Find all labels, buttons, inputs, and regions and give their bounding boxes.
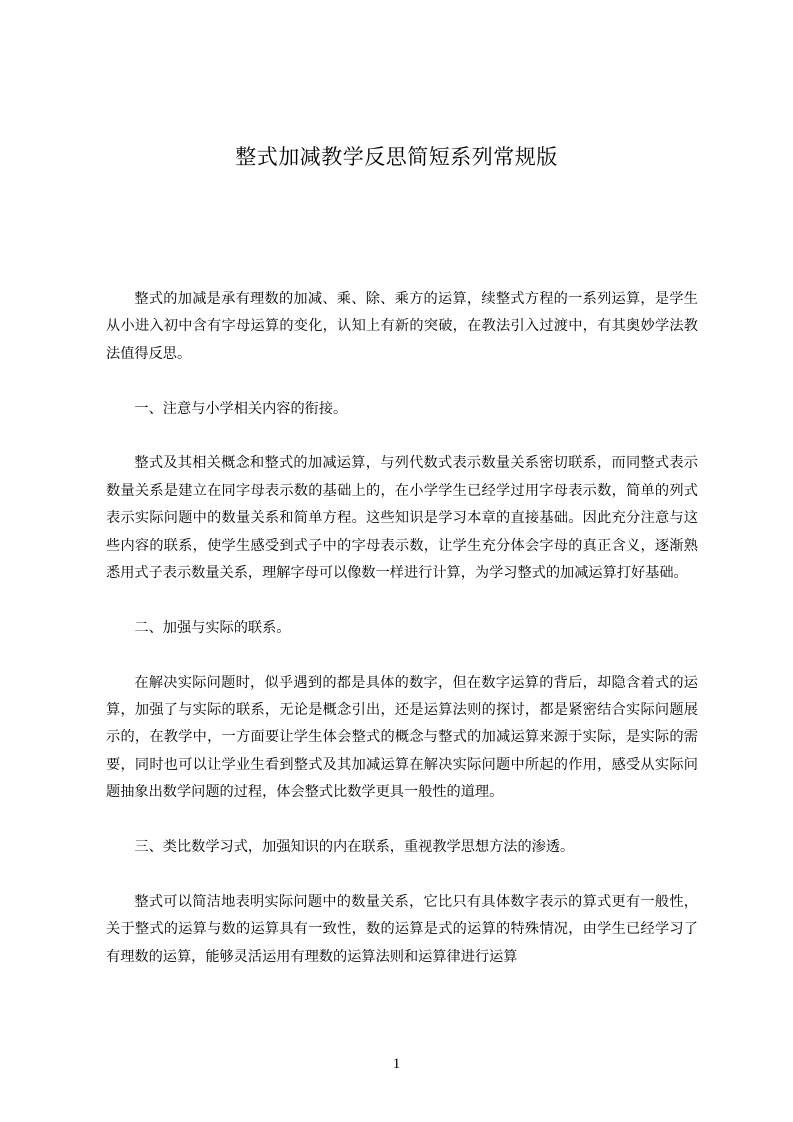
section-1-paragraph: 整式及其相关概念和整式的加减运算，与列代数式表示数量关系密切联系，而同整式表示数量关系是建立在同字母表示数的基础上的，在小学学生已经学过用字母表示数，简单的列式表示实际问题中的数量关系和简单方程。这些知识是学习本章的直接基础。因此充分注意与这些内容的联系，使学生感受到式子中的字母表示数，让学生充分体会字母的真正含义，逐渐熟悉用式子表示数量关系，理解字母可以像数一样进行计算，为学习整式的加减运算打好基础。 xyxy=(106,455,698,582)
section-3-paragraph: 整式可以简洁地表明实际问题中的数量关系，它比只有具体数字表示的算式更有一般性，关于整式的运算与数的运算具有一致性，数的运算是式的运算的特殊情况，由学生已经学习了有理数的运算，能够灵活运用有理数的运算法则和运算律进行运算 xyxy=(106,893,698,965)
paragraph-gap xyxy=(106,642,698,669)
paragraph-gap xyxy=(106,587,698,614)
section-2-heading: 二、加强与实际的联系。 xyxy=(134,619,291,636)
paragraph-gap xyxy=(106,368,698,395)
paragraph-gap xyxy=(106,807,698,834)
section-1-heading: 一、注意与小学相关内容的衔接。 xyxy=(134,400,348,417)
paragraph-gap xyxy=(106,861,698,888)
intro-paragraph: 整式的加减是承有理数的加减、乘、除、乘方的运算，续整式方程的一系列运算，是学生从小进入初中含有字母运算的变化，认知上有新的突破，在教法引入过渡中，有其奥妙学法教法值得反思。 xyxy=(106,291,698,362)
paragraph-gap xyxy=(106,423,698,450)
document-title: 整式加减教学反思简短系列常规版 xyxy=(235,145,558,169)
page-number: 1 xyxy=(392,1056,401,1072)
section-2-paragraph: 在解决实际问题时，似乎遇到的都是具体的数字，但在数字运算的背后，却隐含着式的运算，加强了与实际的联系，无论是概念引出，还是运算法则的探讨，都是紧密结合实际问题展示的，在教学中，一方面要让学生体会整式的概念与整式的加减运算来源于实际，是实际的需要，同时也可以让学业生看到整式及其加减运算在解决实际问题中所起的作用，感受从实际问题抽象出数学问题的过程，体会整式比数学更具一般性的道理。 xyxy=(106,674,698,801)
document-body xyxy=(106,286,698,971)
section-3-heading: 三、类比数学习式，加强知识的内在联系，重视教学思想方法的渗透。 xyxy=(134,839,575,856)
